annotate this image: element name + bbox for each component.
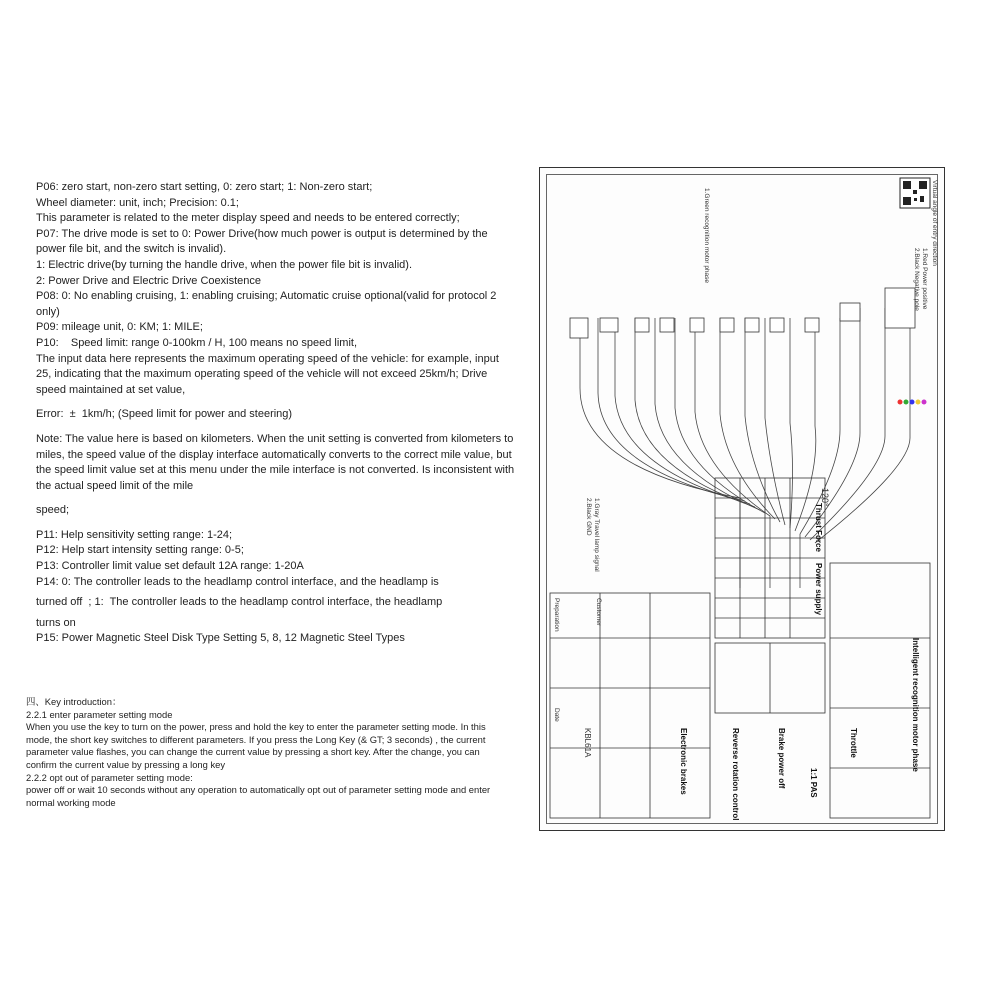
title-brake-power-off: Brake power off	[777, 728, 786, 789]
key-introduction	[26, 696, 506, 809]
label-green-phase: 1.Green recognition motor phase	[703, 188, 710, 284]
angle-label: Virtual angle of entry direction	[931, 180, 938, 266]
title-block-preparation: Preparation	[553, 598, 560, 632]
title-pas: 1:1 PAS	[809, 768, 818, 798]
label-black-gnd: 2.Black GND	[585, 498, 592, 536]
key-heading: 四、Key introduction：	[26, 696, 122, 707]
p07-line-2: 1: Electric drive(by turning the handle drive, when the power file bit is invalid).	[36, 258, 413, 271]
title-thrust-force: Thrust Force	[814, 503, 823, 552]
p09-line: P09: mileage unit, 0: KM; 1: MILE;	[36, 321, 203, 334]
p08-line: P08: 0: No enabling cruising, 1: enabling cruising; Automatic cruise optional(valid for protocol 2 only)	[36, 290, 500, 318]
p06-line-3: This parameter is related to the meter display speed and needs to be entered correctly;	[36, 212, 460, 225]
title-block-date: Date	[553, 708, 560, 722]
wiring-lines	[540, 168, 944, 830]
p12-line: P12: Help start intensity setting range: 0-5;	[36, 544, 244, 557]
p10-note-end: speed;	[36, 504, 70, 517]
p10-line-2: The input data here represents the maximum operating speed of the vehicle: for example, input 25, indicating that the maximum operating speed of the vehicle will not exceed 25km/h; Drive speed maintained at set value,	[36, 352, 502, 396]
p10-error: Error: ± 1km/h; (Speed limit for power and steering)	[36, 408, 293, 421]
wiring-diagram-scan	[539, 167, 945, 831]
p13-line: P13: Controller limit value set default 12A range: 1-20A	[36, 560, 304, 573]
wire-negative-pole: 2.Black Negative pole	[913, 248, 920, 311]
p14-line-2: turned off ; 1: The controller leads to the headlamp control interface, the headlamp	[36, 596, 443, 609]
p07-line-3: 2: Power Drive and Electric Drive Coexistence	[36, 274, 261, 287]
title-electronic-brakes: Electronic brakes	[679, 728, 688, 795]
title-block-customer: Customer	[595, 598, 602, 627]
p10-note: Note: The value here is based on kilometers. When the unit setting is converted from kilometers to miles, the speed value of the display interface automatically converts to the correct mile value, but the speed limit value set at this menu under the mile interface is not converted. Is inconsistent with the actual speed limit of the mile	[36, 432, 518, 492]
exit-mode-body: power off or wait 10 seconds without any operation to automatically opt out of parameter setting mode and enter normal working mode	[26, 784, 493, 808]
title-motor-phase: Intelligent recognition motor phase	[911, 638, 920, 772]
p06-line-1: P06: zero start, non-zero start setting, 0: zero start; 1: Non-zero start;	[36, 181, 373, 193]
p07-line-1: P07: The drive mode is set to 0: Power Drive(how much power is output is determined by the power file bit, and the switch is invalid).	[36, 227, 491, 256]
p11-line: P11: Help sensitivity setting range: 1-24;	[36, 528, 233, 541]
exit-mode-title: 2.2.2 opt out of parameter setting mode:	[26, 771, 193, 783]
enter-mode-title: 2.2.1 enter parameter setting mode	[26, 708, 173, 720]
parameter-description	[36, 180, 516, 647]
title-throttle: Throttle	[849, 728, 858, 758]
title-power-supply: Power supply	[814, 563, 823, 616]
p14-line-3: turns on	[36, 616, 76, 629]
title-block-code: KBL61A	[583, 728, 592, 758]
angle-120: 120°	[820, 488, 830, 507]
p10-line-1: P10: Speed limit: range 0-100km / H, 100 means no speed limit,	[36, 336, 357, 349]
label-gray-lamp: 1.Gray Travel lamp signal	[593, 498, 600, 572]
p14-line-1: P14: 0: The controller leads to the headlamp control interface, and the headlamp is	[36, 575, 439, 588]
title-reverse-rotation: Reverse rotation control	[731, 728, 740, 821]
enter-mode-body: When you use the key to turn on the power, press and hold the key to enter the parameter setting mode. In this mode, the short key switches to different parameters. If you press the Long Key (& GT; 3 seconds) , the current parameter value flashes, you can change the current value by pressing a short key. After the change, you can confirm the current value by pressing a long key	[26, 721, 489, 770]
wire-power-positive: 1.Red Power positive	[921, 248, 928, 310]
p15-line: P15: Power Magnetic Steel Disk Type Setting 5, 8, 12 Magnetic Steel Types	[36, 632, 405, 645]
p06-line-2: Wheel diameter: unit, inch; Precision: 0.1;	[36, 196, 239, 209]
